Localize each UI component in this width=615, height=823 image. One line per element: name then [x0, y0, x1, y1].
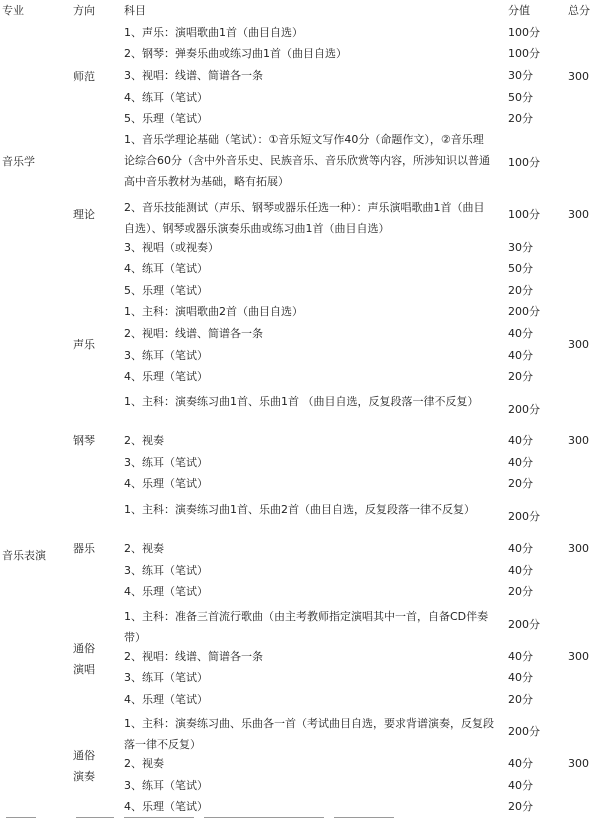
subject-item: 1、声乐：演唱歌曲1首（曲目自选）: [124, 26, 303, 39]
group-total: 300: [568, 542, 589, 555]
subject-item: 2、视奏: [124, 757, 164, 770]
group-total: 300: [568, 650, 589, 663]
score-value: 40分: [508, 650, 533, 663]
score-value: 20分: [508, 112, 533, 125]
subject-item: 1、主科：演唱歌曲2首（曲目自选）: [124, 305, 303, 318]
score-value: 20分: [508, 370, 533, 383]
score-value: 40分: [508, 564, 533, 577]
group-total: 300: [568, 434, 589, 447]
subject-item: 1、音乐学理论基础（笔试）：①音乐短文写作40分（命题作文），②音乐理论综合60分（含中外音乐史、民族音乐、音乐欣赏等内容，所涉知识以普通高中音乐教材为基础，略有拓展）: [124, 133, 490, 188]
subject-item: 3、练耳（笔试）: [124, 564, 208, 577]
subject-item: 3、练耳（笔试）: [124, 671, 208, 684]
subject-item: 4、乐理（笔试）: [124, 800, 208, 813]
score-value: 200分: [508, 403, 540, 416]
subject-item: 3、练耳（笔试）: [124, 779, 208, 792]
score-value: 200分: [508, 725, 540, 738]
score-value: 40分: [508, 757, 533, 770]
direction-label: 器乐: [73, 542, 95, 555]
subject-item: 4、乐理（笔试）: [124, 693, 208, 706]
subject-item: 2、视唱：线谱、简谱各一条: [124, 650, 263, 663]
subject-item: 1、主科：准备三首流行歌曲（由主考教师指定演唱其中一首，自备CD伴奏带）: [124, 610, 489, 644]
score-value: 100分: [508, 47, 540, 60]
score-value: 40分: [508, 779, 533, 792]
score-value: 40分: [508, 434, 533, 447]
score-value: 20分: [508, 800, 533, 813]
score-value: 20分: [508, 693, 533, 706]
major-music-studies: 音乐学: [2, 155, 35, 168]
subject-item: 1、主科：演奏练习曲1首、乐曲1首 （曲目自选，反复段落一律不反复）: [124, 395, 479, 408]
subject-item: 2、音乐技能测试（声乐、钢琴或器乐任选一种）：声乐演唱歌曲1首（曲目自选）、钢琴或器乐演奏乐曲或练习曲1首（曲目自选）: [124, 201, 485, 235]
subject-item: 1、主科：演奏练习曲、乐曲各一首（考试曲目自选，要求背谱演奏，反复段落一律不反复）: [124, 717, 494, 751]
subject-item: 4、乐理（笔试）: [124, 585, 208, 598]
group-total: 300: [568, 70, 589, 83]
score-value: 40分: [508, 671, 533, 684]
score-value: 40分: [508, 327, 533, 340]
score-value: 100分: [508, 208, 540, 221]
direction-label: 师范: [73, 70, 95, 83]
subject-item: 4、乐理（笔试）: [124, 370, 208, 383]
subject-item: 4、练耳（笔试）: [124, 91, 208, 104]
score-value: 20分: [508, 585, 533, 598]
subject-item: 4、乐理（笔试）: [124, 477, 208, 490]
subject-item: 3、练耳（笔试）: [124, 349, 208, 362]
group-total: 300: [568, 757, 589, 770]
subject-item: 4、练耳（笔试）: [124, 262, 208, 275]
header-total: 总分: [568, 4, 590, 17]
score-value: 20分: [508, 284, 533, 297]
score-value: 50分: [508, 262, 533, 275]
score-value: 100分: [508, 156, 540, 169]
subject-item: 2、钢琴：弹奏乐曲或练习曲1首（曲目自选）: [124, 47, 347, 60]
score-value: 200分: [508, 618, 540, 631]
score-value: 30分: [508, 69, 533, 82]
direction-label: 通俗演唱: [73, 642, 95, 676]
score-value: 40分: [508, 542, 533, 555]
header-direction: 方向: [73, 4, 95, 17]
score-value: 40分: [508, 456, 533, 469]
subject-item: 5、乐理（笔试）: [124, 284, 208, 297]
subject-item: 2、视奏: [124, 542, 164, 555]
score-value: 40分: [508, 349, 533, 362]
subject-item: 5、乐理（笔试）: [124, 112, 208, 125]
score-value: 50分: [508, 91, 533, 104]
header-major: 专业: [2, 4, 24, 17]
score-value: 30分: [508, 241, 533, 254]
header-subject: 科目: [124, 4, 146, 17]
direction-label: 钢琴: [73, 434, 95, 447]
major-music-performance: 音乐表演: [2, 549, 46, 562]
score-value: 100分: [508, 26, 540, 39]
subject-item: 2、视唱：线谱、简谱各一条: [124, 327, 263, 340]
subject-item: 1、主科：演奏练习曲1首、乐曲2首（曲目自选，反复段落一律不反复）: [124, 503, 475, 516]
truncated-row: [0, 817, 420, 823]
direction-label: 通俗演奏: [73, 749, 95, 783]
direction-label: 理论: [73, 208, 95, 221]
score-value: 20分: [508, 477, 533, 490]
direction-label: 声乐: [73, 338, 95, 351]
subject-item: 3、视唱：线谱、简谱各一条: [124, 69, 263, 82]
header-score: 分值: [508, 4, 530, 17]
score-value: 200分: [508, 305, 540, 318]
score-value: 200分: [508, 510, 540, 523]
subject-item: 3、练耳（笔试）: [124, 456, 208, 469]
group-total: 300: [568, 338, 589, 351]
subject-item: 3、视唱（或视奏）: [124, 241, 219, 254]
group-total: 300: [568, 208, 589, 221]
subject-item: 2、视奏: [124, 434, 164, 447]
